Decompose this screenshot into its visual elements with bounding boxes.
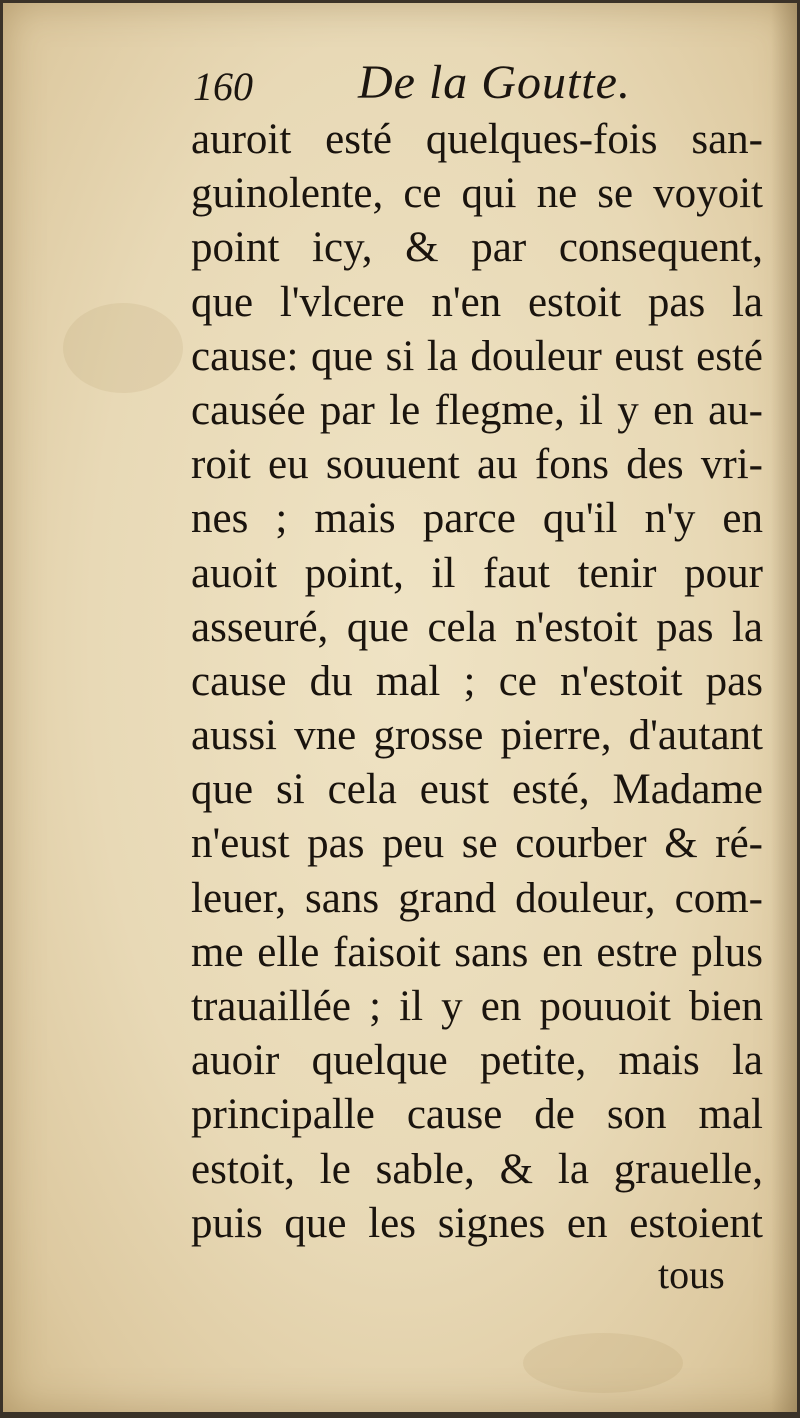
body-text [191,113,763,1251]
text-line: que si cela eust esté, Madame [191,766,763,814]
text-line: guinolente, ce qui ne se voyoit [191,170,763,218]
text-line: nes ; mais parce qu'il n'y en [191,495,763,543]
text-line: estoit, le sable, & la grauelle, [191,1145,763,1193]
text-line: n'eust pas peu se courber & ré- [191,820,763,868]
text-line: que l'vlcere n'en estoit pas la [191,278,763,326]
text-line: point icy, & par consequent, [191,224,763,272]
text-line: leuer, sans grand douleur, com- [191,874,763,922]
text-line: auoir quelque petite, mais la [191,1037,763,1085]
page-gutter-shadow [771,3,797,1412]
text-line: cause: que si la douleur eust esté [191,332,763,380]
book-page [3,3,797,1412]
text-line: trauaillée ; il y en pouuoit bien [191,983,763,1030]
text-line: aussi vne grosse pierre, d'autant [191,712,763,760]
text-line: causée par le flegme, il y en au- [191,386,763,434]
page-number: 160 [193,64,253,109]
text-line: auroit esté quelques-fois san- [191,116,763,163]
text-line: cause du mal ; ce n'estoit pas [191,657,763,705]
text-line: asseuré, que cela n'estoit pas la [191,603,763,651]
text-line: puis que les signes en estoient [191,1199,763,1247]
paper-stain [63,303,183,393]
running-head: De la Goutte. [358,56,631,109]
paper-stain [523,1333,683,1393]
text-line: me elle faisoit sans en estre plus [191,928,763,976]
text-line: auoit point, il faut tenir pour [191,549,763,597]
text-line: roit eu souuent au fons des vri- [191,441,763,489]
catchword: tous [658,1252,725,1297]
page-header [193,55,757,115]
text-line: principalle cause de son mal [191,1091,763,1139]
